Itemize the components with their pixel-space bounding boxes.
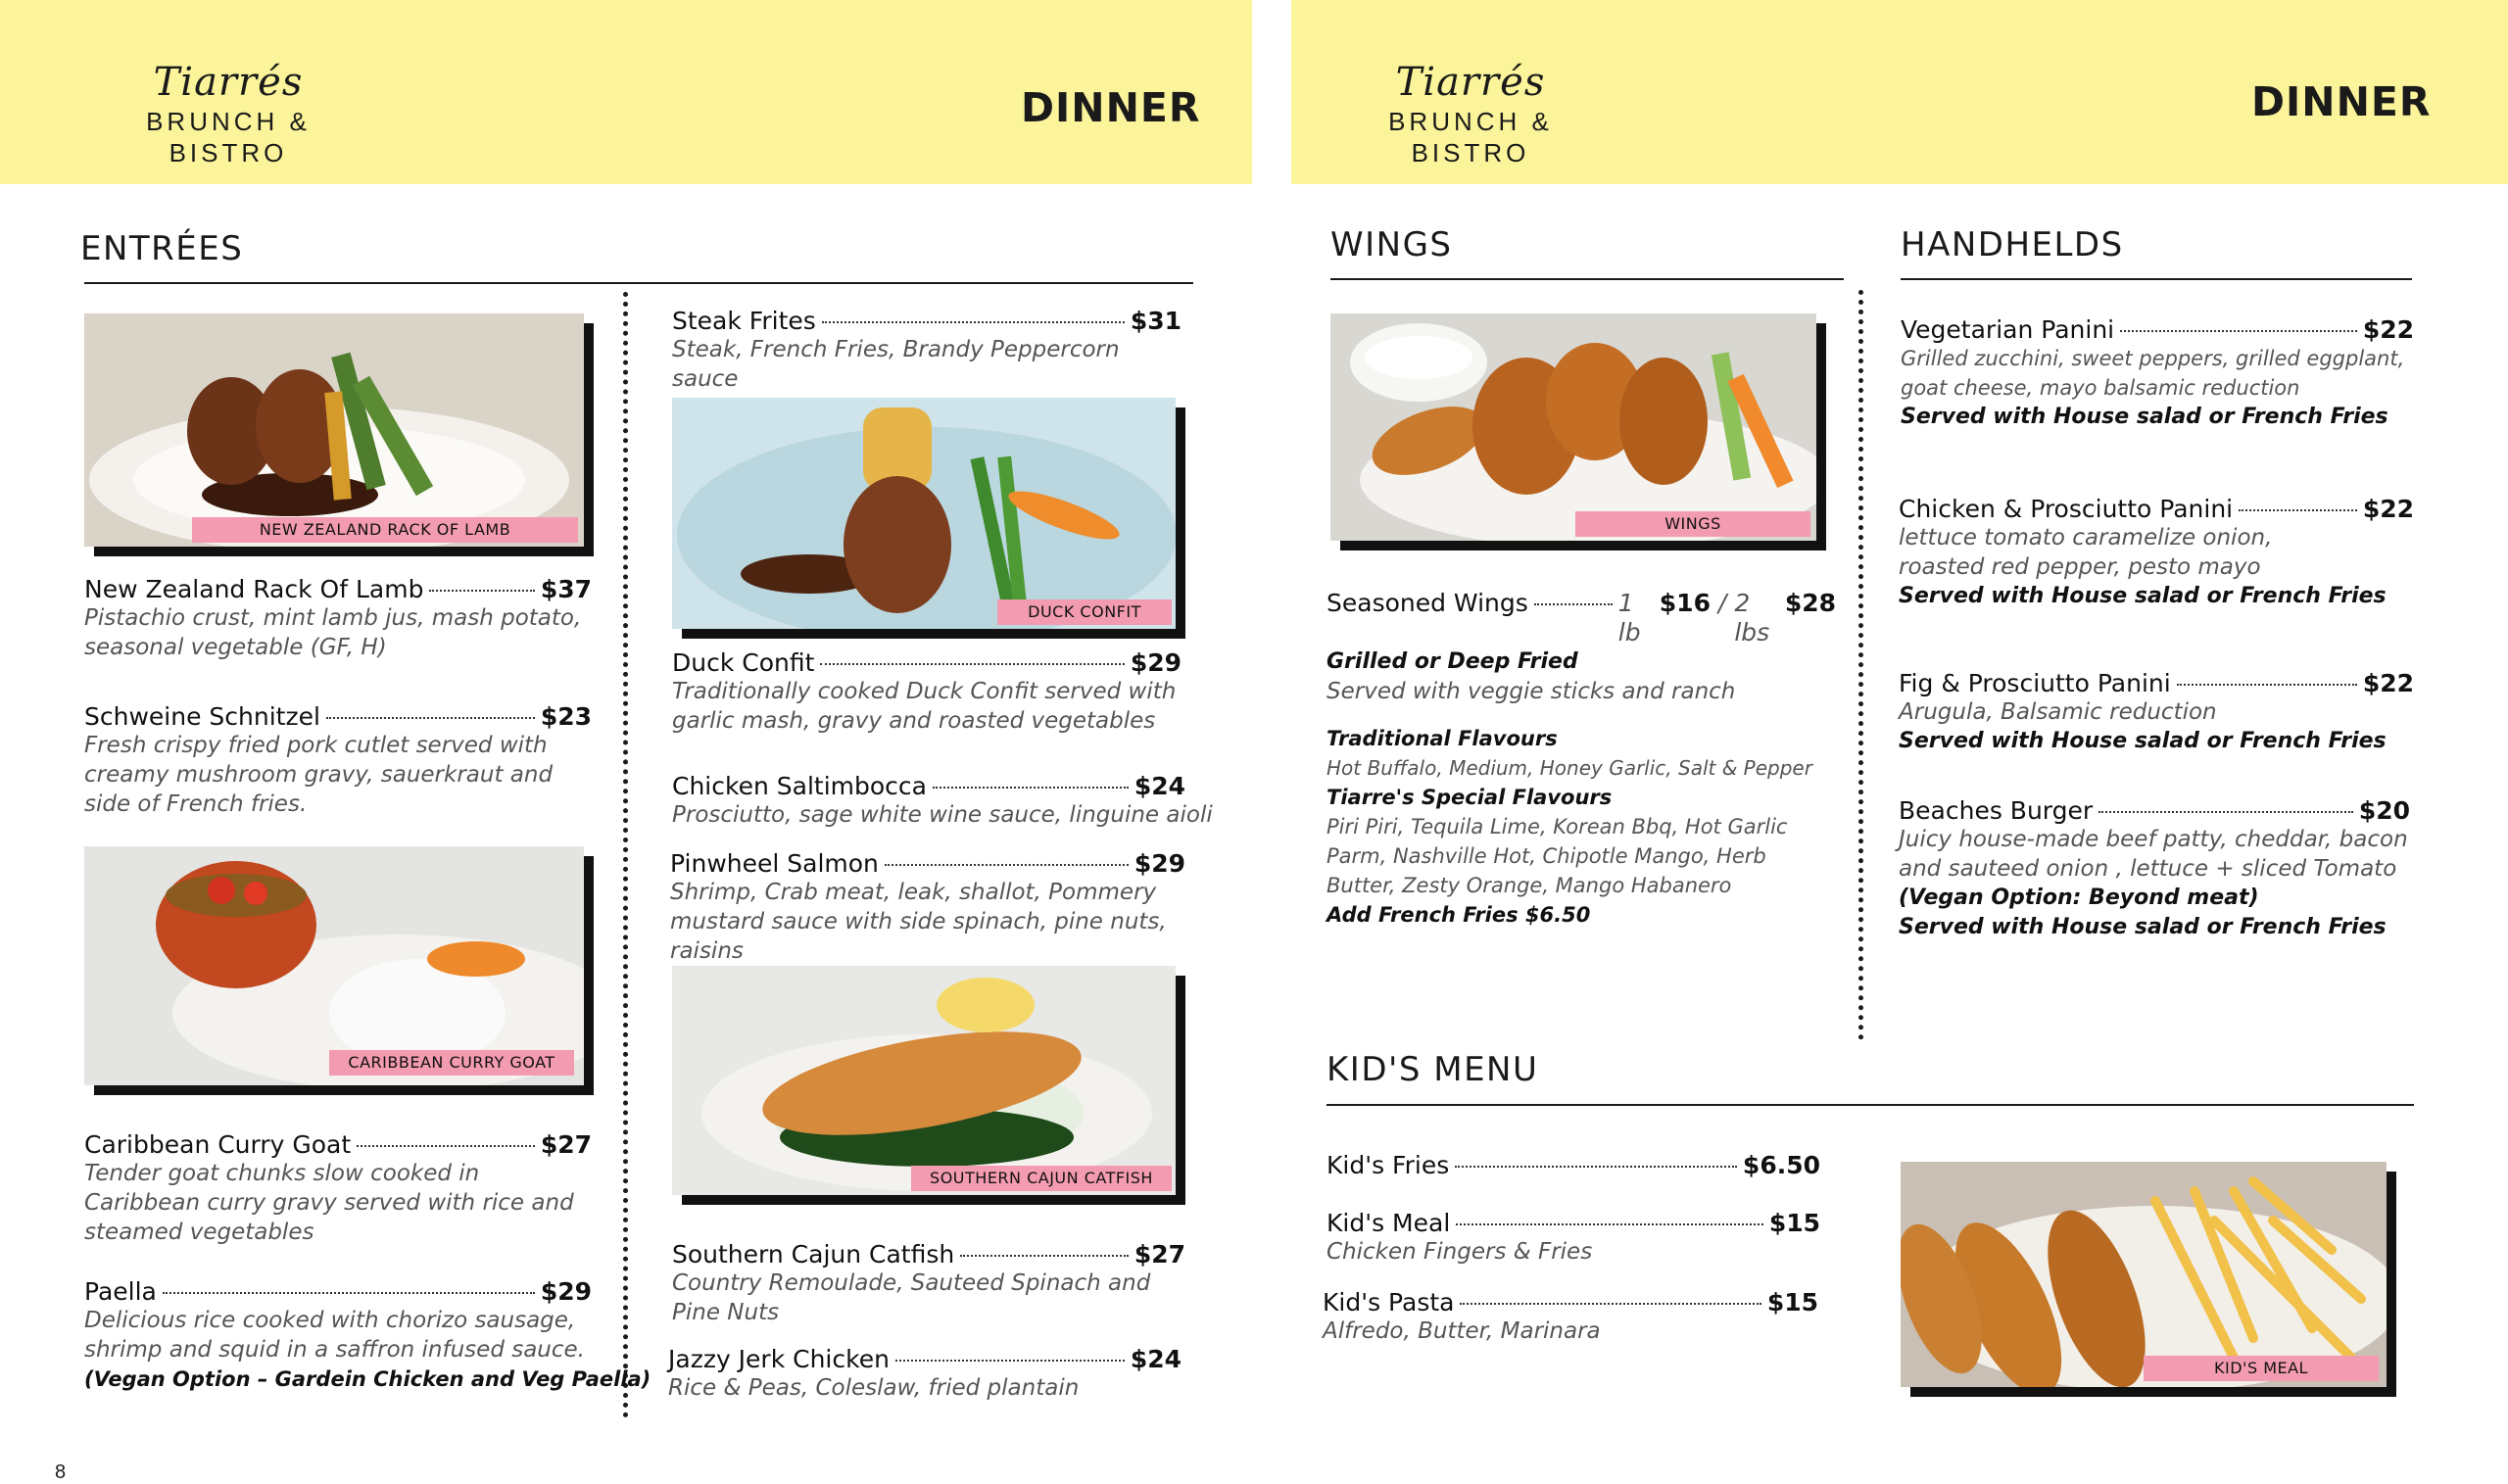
item-schweine-schnitzel <box>84 702 592 819</box>
kids-menu-rule <box>1326 1104 2414 1106</box>
item-note: (Vegan Option – Gardein Chicken and Veg Paella) <box>84 1367 651 1391</box>
price-leader <box>429 590 534 592</box>
item-paella <box>84 1277 651 1394</box>
item-price: $27 <box>540 1130 592 1159</box>
price-leader <box>895 1360 1125 1362</box>
item-name: Kid's Fries <box>1326 1151 1450 1179</box>
entrees-column-divider <box>623 292 628 1418</box>
item-name: Paella <box>84 1277 157 1306</box>
item-price: $24 <box>1133 772 1185 800</box>
wings-price-2: $28 <box>1784 589 1836 617</box>
price-leader <box>326 717 535 719</box>
price-leader <box>1455 1166 1737 1168</box>
entrees-title: ENTRÉES <box>80 229 244 268</box>
item-price: $22 <box>2362 315 2414 344</box>
item-price: $29 <box>540 1277 592 1306</box>
item-desc: Steak, French Fries, Brandy Peppercorn sauce <box>672 337 1120 392</box>
left-logo <box>86 59 370 168</box>
item-price: $37 <box>540 575 592 603</box>
lamb-photo <box>84 313 584 547</box>
item-name: Duck Confit <box>672 648 815 677</box>
item-seasoned-wings <box>1326 589 1836 930</box>
item-desc: Pistachio crust, mint lamb jus, mash potato, seasonal vegetable (GF, H) <box>84 605 582 660</box>
item-desc: Shrimp, Crab meat, leak, shallot, Pommery mustard sauce with side spinach, pine nuts, raisins <box>670 880 1167 964</box>
wings-price-1: $16 <box>1659 589 1711 617</box>
item-note: Served with House salad or French Fries <box>1901 405 2388 429</box>
item-name: Vegetarian Panini <box>1901 315 2115 344</box>
item-name: Kid's Pasta <box>1323 1288 1455 1316</box>
price-leader <box>960 1255 1129 1257</box>
price-leader <box>2120 330 2357 332</box>
item-rack-of-lamb <box>84 575 592 662</box>
price-leader <box>820 663 1124 665</box>
item-name: Southern Cajun Catfish <box>672 1240 955 1269</box>
wings-addon: Add French Fries $6.50 <box>1326 903 1591 927</box>
wings-served-with: Served with veggie sticks and ranch <box>1326 679 1736 704</box>
item-desc: Rice & Peas, Coleslaw, fried plantain <box>668 1375 1080 1401</box>
item-kids-meal <box>1326 1209 1820 1267</box>
wings-title: WINGS <box>1330 225 1453 264</box>
item-note: Served with House salad or French Fries <box>1899 584 2387 608</box>
item-desc: Traditionally cooked Duck Confit served with garlic mash, gravy and roasted vegetables <box>672 679 1177 734</box>
item-name: Pinwheel Salmon <box>670 849 879 878</box>
handhelds-title: HANDHELDS <box>1901 225 2124 264</box>
item-price: $24 <box>1130 1345 1182 1373</box>
item-kids-fries <box>1326 1151 1820 1179</box>
special-flavours-list: Piri Piri, Tequila Lime, Korean Bbq, Hot Garlic Parm, Nashville Hot, Chipotle Mango, Herb Butter, Zesty Orange, Mango Habanero <box>1326 815 1788 897</box>
price-leader <box>2239 509 2357 511</box>
price-leader <box>933 787 1129 789</box>
wings-price-separator: / <box>1717 589 1727 617</box>
price-leader <box>1460 1303 1760 1305</box>
item-name: Chicken Saltimbocca <box>672 772 927 800</box>
wings-photo <box>1330 313 1816 541</box>
item-name: Caribbean Curry Goat <box>84 1130 352 1159</box>
item-desc: Tender goat chunks slow cooked in Caribbean curry gravy served with rice and steamed vegetables <box>84 1161 574 1245</box>
item-desc: Juicy house-made beef patty, cheddar, bacon and sauteed onion , lettuce + sliced Tomato <box>1899 827 2408 882</box>
item-name: Seasoned Wings <box>1326 589 1528 617</box>
item-desc: Prosciutto, sage white wine sauce, linguine aioli <box>672 802 1213 828</box>
wings-handhelds-divider <box>1858 290 1863 1040</box>
kids-meal-photo-tag: KID'S MEAL <box>2144 1356 2379 1381</box>
item-chicken-prosciutto-panini <box>1899 495 2414 611</box>
item-price: $20 <box>2358 796 2410 825</box>
price-leader <box>822 321 1125 323</box>
wings-rule <box>1330 278 1844 280</box>
item-name: Kid's Meal <box>1326 1209 1451 1237</box>
item-beaches-burger <box>1899 796 2410 942</box>
right-dinner-heading: DINNER <box>2251 78 2432 125</box>
special-flavours-label: Tiarre's Special Flavours <box>1326 786 1613 809</box>
item-desc: Alfredo, Butter, Marinara <box>1323 1318 1601 1344</box>
duck-photo-tag: DUCK CONFIT <box>997 599 1172 625</box>
item-price: $23 <box>540 702 592 731</box>
item-caribbean-curry-goat <box>84 1130 592 1247</box>
item-price: $29 <box>1130 648 1182 677</box>
goat-photo-tag: CARIBBEAN CURRY GOAT <box>329 1050 574 1076</box>
item-note: Served with House salad or French Fries <box>1899 729 2387 753</box>
item-name: Chicken & Prosciutto Panini <box>1899 495 2234 523</box>
wings-photo-tag: WINGS <box>1575 511 1810 537</box>
item-chicken-saltimbocca <box>672 772 1213 830</box>
logo-subtitle: BRUNCH & BISTRO <box>146 107 311 168</box>
traditional-flavours-label: Traditional Flavours <box>1326 727 1558 750</box>
price-leader <box>1534 603 1613 605</box>
logo-script: Tiarrés <box>153 60 304 105</box>
item-desc: Grilled zucchini, sweet peppers, grilled eggplant, goat cheese, mayo balsamic reduction <box>1901 347 2405 400</box>
catfish-photo <box>672 966 1176 1195</box>
item-southern-cajun-catfish <box>672 1240 1185 1327</box>
kids-menu-title: KID'S MENU <box>1326 1050 1539 1089</box>
right-logo <box>1328 59 1613 168</box>
logo-subtitle: BRUNCH & BISTRO <box>1388 107 1553 168</box>
wings-cook-style: Grilled or Deep Fried <box>1326 649 1578 674</box>
traditional-flavours-list: Hot Buffalo, Medium, Honey Garlic, Salt & Pepper <box>1326 756 1812 780</box>
item-name: Beaches Burger <box>1899 796 2094 825</box>
price-leader <box>163 1292 535 1294</box>
page-number: 8 <box>55 1461 67 1483</box>
goat-photo <box>84 846 584 1085</box>
item-pinwheel-salmon <box>670 849 1185 966</box>
item-jazzy-jerk-chicken <box>668 1345 1182 1403</box>
item-price: $6.50 <box>1742 1151 1820 1179</box>
entrees-rule <box>84 282 1193 284</box>
item-desc: Delicious rice cooked with chorizo sausage, shrimp and squid in a saffron infused sauce. <box>84 1308 585 1363</box>
item-kids-pasta <box>1323 1288 1818 1346</box>
item-name: New Zealand Rack Of Lamb <box>84 575 424 603</box>
item-steak-frites <box>672 307 1182 394</box>
item-name: Jazzy Jerk Chicken <box>668 1345 890 1373</box>
item-price: $31 <box>1130 307 1182 335</box>
price-leader <box>1456 1223 1763 1225</box>
item-price: $22 <box>2362 495 2414 523</box>
item-price: $27 <box>1133 1240 1185 1269</box>
item-price: $22 <box>2362 669 2414 697</box>
item-name: Fig & Prosciutto Panini <box>1899 669 2171 697</box>
item-desc: Fresh crispy fried pork cutlet served with creamy mushroom gravy, sauerkraut and side of French fries. <box>84 733 554 817</box>
price-leader <box>357 1145 535 1147</box>
duck-photo <box>672 398 1176 629</box>
item-note: (Vegan Option: Beyond meat) <box>1899 886 2259 910</box>
catfish-photo-tag: SOUTHERN CAJUN CATFISH <box>911 1166 1172 1191</box>
lamb-photo-tag: NEW ZEALAND RACK OF LAMB <box>192 517 578 543</box>
item-vegetarian-panini <box>1901 315 2414 432</box>
item-name: Schweine Schnitzel <box>84 702 320 731</box>
price-leader <box>2177 684 2357 686</box>
item-duck-confit <box>672 648 1182 736</box>
item-desc: lettuce tomato caramelize onion, roasted red pepper, pesto mayo <box>1899 525 2273 580</box>
price-leader <box>885 864 1129 866</box>
item-name: Steak Frites <box>672 307 816 335</box>
item-desc: Country Remoulade, Sauteed Spinach and Pine Nuts <box>672 1270 1151 1325</box>
item-price: $15 <box>1766 1288 1818 1316</box>
wings-size-2: 2 lbs <box>1734 589 1770 646</box>
item-note-served: Served with House salad or French Fries <box>1899 915 2387 939</box>
price-leader <box>2098 811 2353 813</box>
item-price: $15 <box>1768 1209 1820 1237</box>
item-price: $29 <box>1133 849 1185 878</box>
kids-meal-photo <box>1901 1162 2387 1387</box>
handhelds-rule <box>1901 278 2412 280</box>
item-desc: Arugula, Balsamic reduction <box>1899 699 2217 725</box>
item-desc: Chicken Fingers & Fries <box>1326 1239 1593 1265</box>
left-dinner-heading: DINNER <box>1021 84 1201 131</box>
wings-size-1: 1 lb <box>1617 589 1641 646</box>
logo-script: Tiarrés <box>1395 60 1546 105</box>
item-fig-prosciutto-panini <box>1899 669 2414 756</box>
